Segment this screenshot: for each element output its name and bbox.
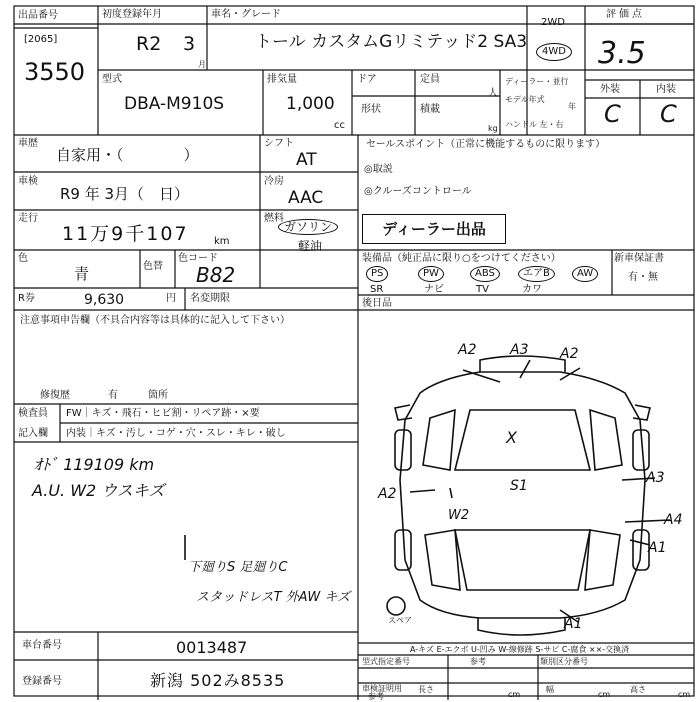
km-unit: km	[214, 236, 230, 247]
handwritten-underbody: 下廻りS 足廻りC	[188, 560, 288, 575]
repair-history-label: 修復歴	[40, 390, 70, 401]
person-unit: 人	[488, 88, 498, 99]
displacement-label: 排気量	[267, 74, 297, 85]
first-reg-era: R2	[136, 33, 162, 55]
mileage-label: 走行	[18, 213, 38, 224]
lot-number: 3550	[24, 58, 86, 86]
eval-score: 3.5	[598, 36, 646, 71]
color-label: 色	[18, 253, 28, 264]
designated-ref: 参考	[470, 657, 486, 666]
dealer-badge: ディーラー出品	[362, 214, 506, 244]
first-reg-month: 3	[183, 33, 196, 55]
equipment-label: 装備品（純正品に限り○をつけてください）	[362, 253, 561, 264]
year-unit: 年	[568, 102, 576, 111]
equip-navi: ナビ	[424, 284, 444, 295]
history-label: 車歴	[18, 138, 38, 149]
after-items-label: 後日品	[362, 298, 392, 309]
month-unit: 月	[198, 60, 206, 69]
lot-sub-number: [2065]	[24, 34, 58, 45]
inspector-label: 検査員	[18, 408, 48, 419]
diagram-code-a1-rear: A1	[564, 616, 583, 632]
height-cm: cm	[678, 690, 691, 699]
equip-abs: ABS	[470, 266, 500, 282]
car-no: 0013487	[176, 638, 248, 657]
diagram-code-a4: A4	[664, 512, 683, 528]
sales-points-label: セールスポイント（正常に機能するものに限ります）	[366, 139, 606, 150]
kg-unit: kg	[488, 124, 498, 133]
equip-airbag: エアB	[518, 266, 555, 282]
ac-label: 冷房	[264, 176, 284, 187]
exterior-label: 外装	[600, 84, 620, 95]
name-change-label: 名変期限	[190, 293, 230, 304]
designated-label: 型式指定番号	[362, 657, 410, 666]
displacement: 1,000	[286, 94, 335, 114]
model-grade: トール カスタムGリミテッド2 SA3	[255, 32, 528, 52]
equip-leather: カワ	[522, 284, 542, 295]
equip-tv: TV	[476, 284, 489, 295]
diagram-code-x: X	[506, 428, 517, 447]
warranty-label: 新車保証書	[614, 253, 664, 264]
shape-label: 形状	[361, 104, 381, 115]
inspection-value: R9 年 3月（ 日）	[60, 185, 190, 203]
fuel-gasoline-circled: ガソリン	[278, 219, 338, 235]
diagram-code-w2: W2	[448, 508, 470, 523]
history-value: 自家用・（ ）	[56, 146, 199, 164]
inspection-label: 車検	[18, 176, 38, 187]
equip-sr: SR	[370, 284, 384, 295]
cert-label: 車検証明用	[362, 684, 402, 693]
diagram-code-a3-top: A3	[510, 342, 529, 358]
load-label: 積載	[420, 104, 440, 115]
model-year-label: モデル年式	[505, 95, 545, 104]
repair-place-label: 箇所	[148, 390, 168, 401]
color-code-label: 色コード	[178, 253, 218, 264]
interior-label: 内装	[656, 84, 676, 95]
mileage-value: 11万9千107	[62, 223, 189, 245]
handwritten-tyres: スタッドレスT 外AW キズ	[196, 590, 351, 605]
recycle-value: 9,630	[84, 292, 125, 308]
handwritten-damage: A.U. W2 ウスキズ	[32, 481, 165, 500]
diagram-code-a2-side: A2	[378, 486, 397, 502]
height-label: 高さ	[630, 685, 646, 694]
handwritten-odometer: ｵﾄﾞ 119109 km	[34, 455, 155, 474]
ac-value: AAC	[288, 188, 324, 208]
interior-grade: C	[660, 100, 677, 128]
length-label: 長さ	[418, 685, 434, 694]
color-change-label: 色替	[143, 261, 163, 272]
recorder-label: 記入欄	[18, 428, 48, 439]
fuel-diesel: 軽油	[298, 239, 323, 253]
repair-history-value: 有	[108, 390, 118, 401]
type-code: DBA-M910S	[124, 94, 225, 114]
diagram-code-a1-right: A1	[648, 540, 667, 556]
recycle-label: R券	[18, 293, 35, 304]
shift-label: シフト	[264, 138, 294, 149]
damage-legend: A-キズ E-エクボ U-凹み W-線修跡 S-サビ C-腐食 ××-交換済	[410, 645, 630, 654]
cert-ref: 参考	[368, 692, 384, 701]
equip-ps: PS	[366, 266, 388, 282]
shift-value: AT	[296, 150, 317, 170]
sales-point-2: ◎クルーズコントロール	[364, 186, 472, 197]
spare-label: スペア	[388, 616, 412, 625]
sales-point-1: ◎取説	[364, 164, 393, 175]
warranty-value: 有・無	[628, 272, 658, 283]
notes-label: 注意事項申告欄（不具合内容等は具体的に記入して下さい）	[20, 315, 290, 326]
diagram-code-a2-right: A2	[560, 346, 579, 362]
car-no-label: 車台番号	[22, 640, 62, 651]
equip-aw: AW	[572, 266, 598, 282]
diagram-code-a2-left: A2	[458, 342, 477, 358]
reg-label: 登録番号	[22, 676, 62, 687]
type-label: 型式	[102, 74, 122, 85]
model-grade-label: 車名・グレード	[211, 9, 281, 20]
inspector-row-2: 内装｜キズ・汚し・コゲ・穴・スレ・キレ・破し	[66, 428, 286, 439]
fuel-label: 燃料	[264, 213, 284, 224]
dealer-label: ディーラー・並行	[505, 77, 569, 86]
equip-pw: PW	[418, 266, 444, 282]
color-code-value: B82	[196, 263, 236, 287]
capacity-label: 定員	[420, 74, 440, 85]
drive-2wd: 2WD	[541, 17, 565, 28]
diagram-code-a3-right: A3	[646, 470, 665, 486]
drive-4wd-circled: 4WD	[536, 43, 572, 61]
inspector-row-1: FW｜キズ・飛石・ヒビ割・リペア跡・×要	[66, 408, 260, 419]
diagram-code-s1: S1	[510, 478, 528, 494]
cc-unit: cc	[334, 120, 345, 131]
lot-number-label: 出品番号	[18, 10, 58, 21]
first-reg-label: 初度登録年月	[102, 9, 162, 20]
eval-label: 評価点	[606, 9, 645, 20]
length-cm: cm	[508, 690, 521, 699]
category-label: 類別区分番号	[540, 657, 588, 666]
yen-unit: 円	[166, 293, 176, 304]
exterior-grade: C	[604, 100, 621, 128]
reg-value: 新潟 502み8535	[150, 671, 286, 690]
handle-label: ハンドル 左・右	[505, 120, 564, 129]
color-value: 青	[74, 265, 90, 283]
door-label: ドア	[357, 74, 377, 85]
width-cm: cm	[598, 690, 611, 699]
width-label: 幅	[546, 685, 554, 694]
